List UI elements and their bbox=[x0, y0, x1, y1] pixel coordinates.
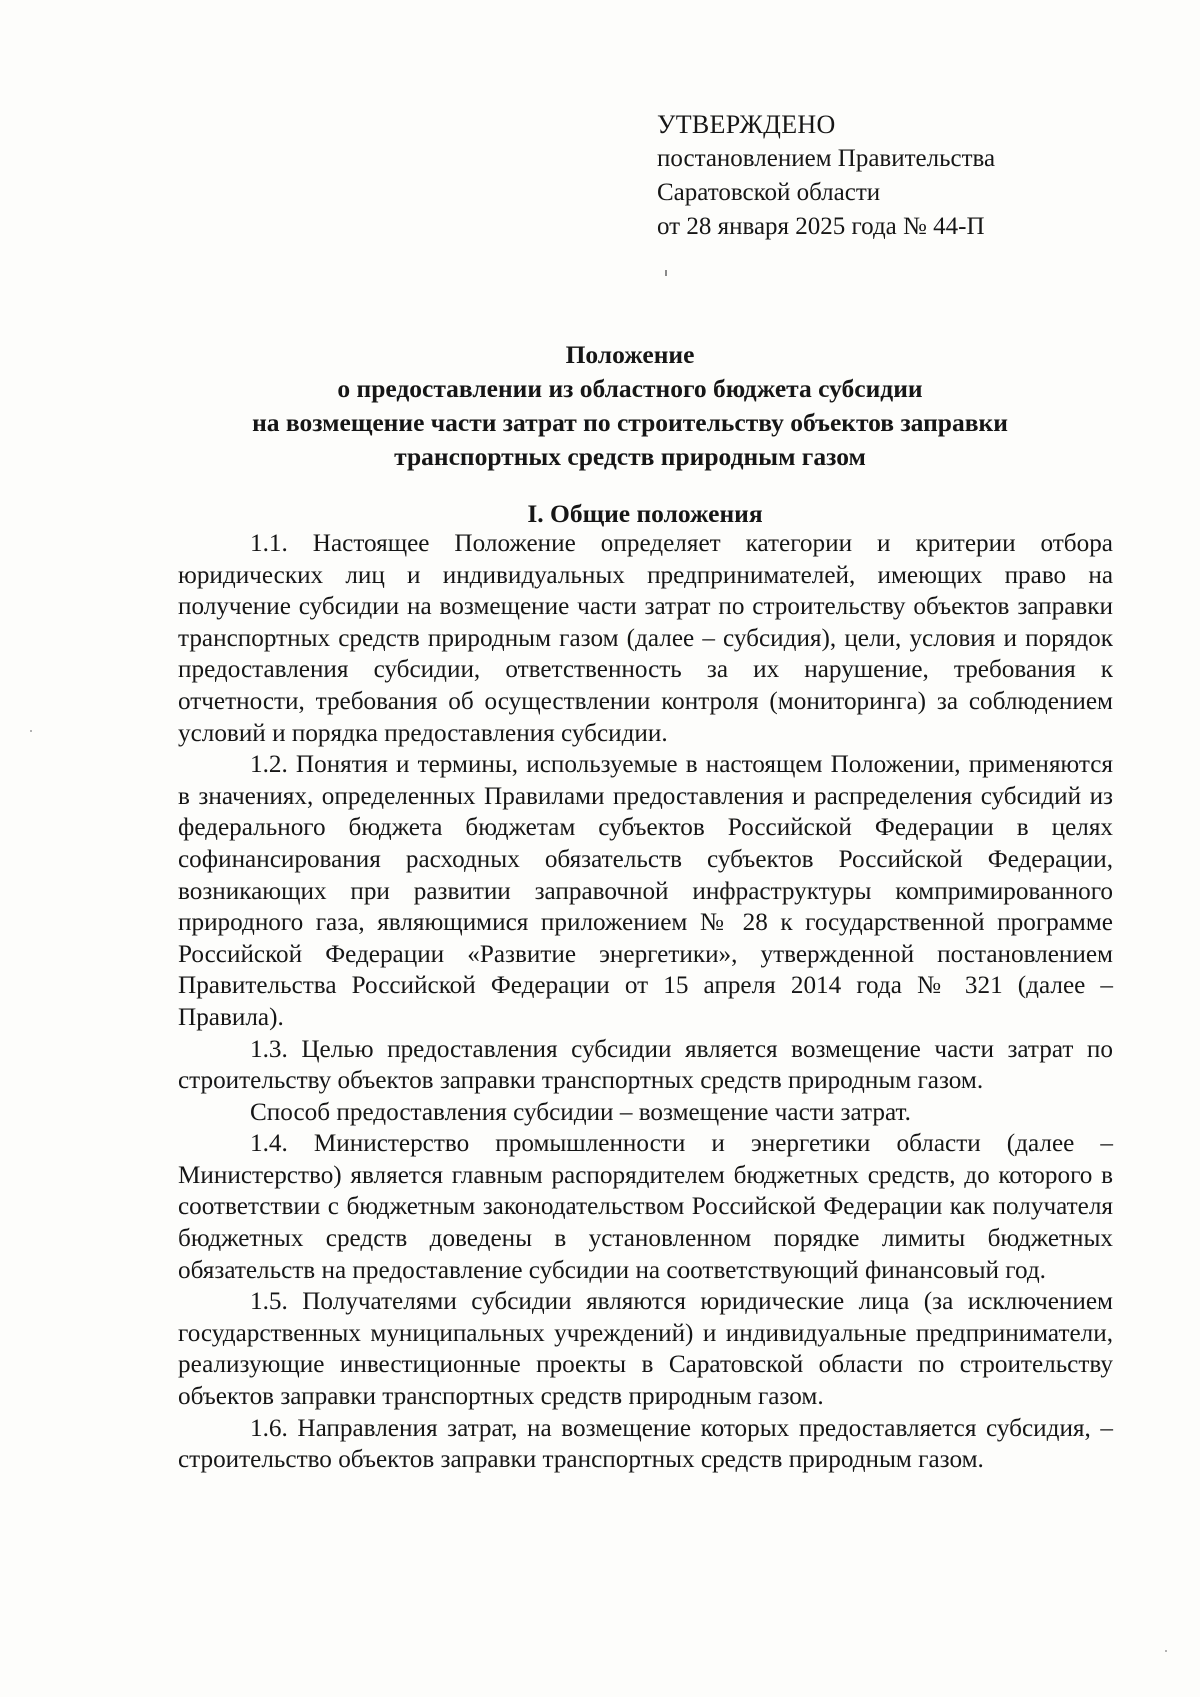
paragraph-1-2: 1.2. Понятия и термины, используемые в настоящем Положении, применяются в значениях, определенных Правилами предоставления и распределения субсидий из федерального бюджета бюджетам субъектов Российской Федерации в целях софинансирования расходных обязательств субъектов Российской Федерации, возникающих при развитии заправочной инфраструктуры компримированного природного газа, являющимися приложением № 28 к государственной программе Российской Федерации «Развитие энергетики», утвержденной постановлением Правительства Российской Федерации от 15 апреля 2014 года № 321 (далее – Правила). bbox=[178, 751, 1113, 1031]
paragraph-1-6: 1.6. Направления затрат, на возмещение которых предоставляется субсидия, – строительство объектов заправки транспортных средств природным газом. bbox=[178, 1414, 1113, 1474]
approval-stamp bbox=[657, 108, 995, 244]
paragraph-1-4: 1.4. Министерство промышленности и энергетики области (далее – Министерство) является главным распорядителем бюджетных средств, до которого в соответствии с бюджетным законодательством Российской Федерации как получателя бюджетных средств доведены в установленном порядке лимиты бюджетных обязательств на предоставление субсидии на соответствующий финансовый год. bbox=[178, 1130, 1113, 1284]
scan-speck bbox=[1165, 1650, 1167, 1652]
title-line-2: о предоставлении из областного бюджета субсидии bbox=[337, 374, 923, 403]
paragraph-1-3: 1.3. Целью предоставления субсидии является возмещение части затрат по строительству объектов заправки транспортных средств природным газом. bbox=[178, 1035, 1113, 1095]
approval-line-3: от 28 января 2025 года № 44-П bbox=[657, 213, 985, 240]
scan-speck bbox=[30, 730, 32, 732]
title-line-4: транспортных средств природным газом bbox=[394, 442, 866, 471]
paragraph-method: Способ предоставления субсидии – возмещение части затрат. bbox=[250, 1098, 911, 1126]
section-heading: I. Общие положения bbox=[527, 499, 763, 528]
paragraph-1-5: 1.5. Получателями субсидии являются юридические лица (за исключением государственных муниципальных учреждений) и индивидуальные предприниматели, реализующие инвестиционные проекты в Саратовской области по строительству объектов заправки транспортных средств природным газом. bbox=[178, 1288, 1113, 1411]
title-line-3: на возмещение части затрат по строительству объектов заправки bbox=[252, 408, 1008, 437]
document-title bbox=[150, 338, 1110, 474]
approval-heading: УТВЕРЖДЕНО bbox=[657, 110, 836, 139]
title-line-1: Положение bbox=[565, 340, 695, 369]
paragraph-1-1: 1.1. Настоящее Положение определяет категории и критерии отбора юридических лиц и индивидуальных предпринимателей, имеющих право на получение субсидии на возмещение части затрат по строительству объектов заправки транспортных средств природным газом (далее – субсидия), цели, условия и порядок предоставления субсидии, ответственность за их нарушение, требования к отчетности, требования об осуществлении контроля (мониторинга) за соблюдением условий и порядка предоставления субсидии. bbox=[178, 530, 1113, 747]
approval-line-1: постановлением Правительства bbox=[657, 145, 996, 172]
approval-line-2: Саратовской области bbox=[657, 179, 881, 206]
scan-mark bbox=[665, 270, 667, 276]
document-body bbox=[178, 528, 1113, 1476]
